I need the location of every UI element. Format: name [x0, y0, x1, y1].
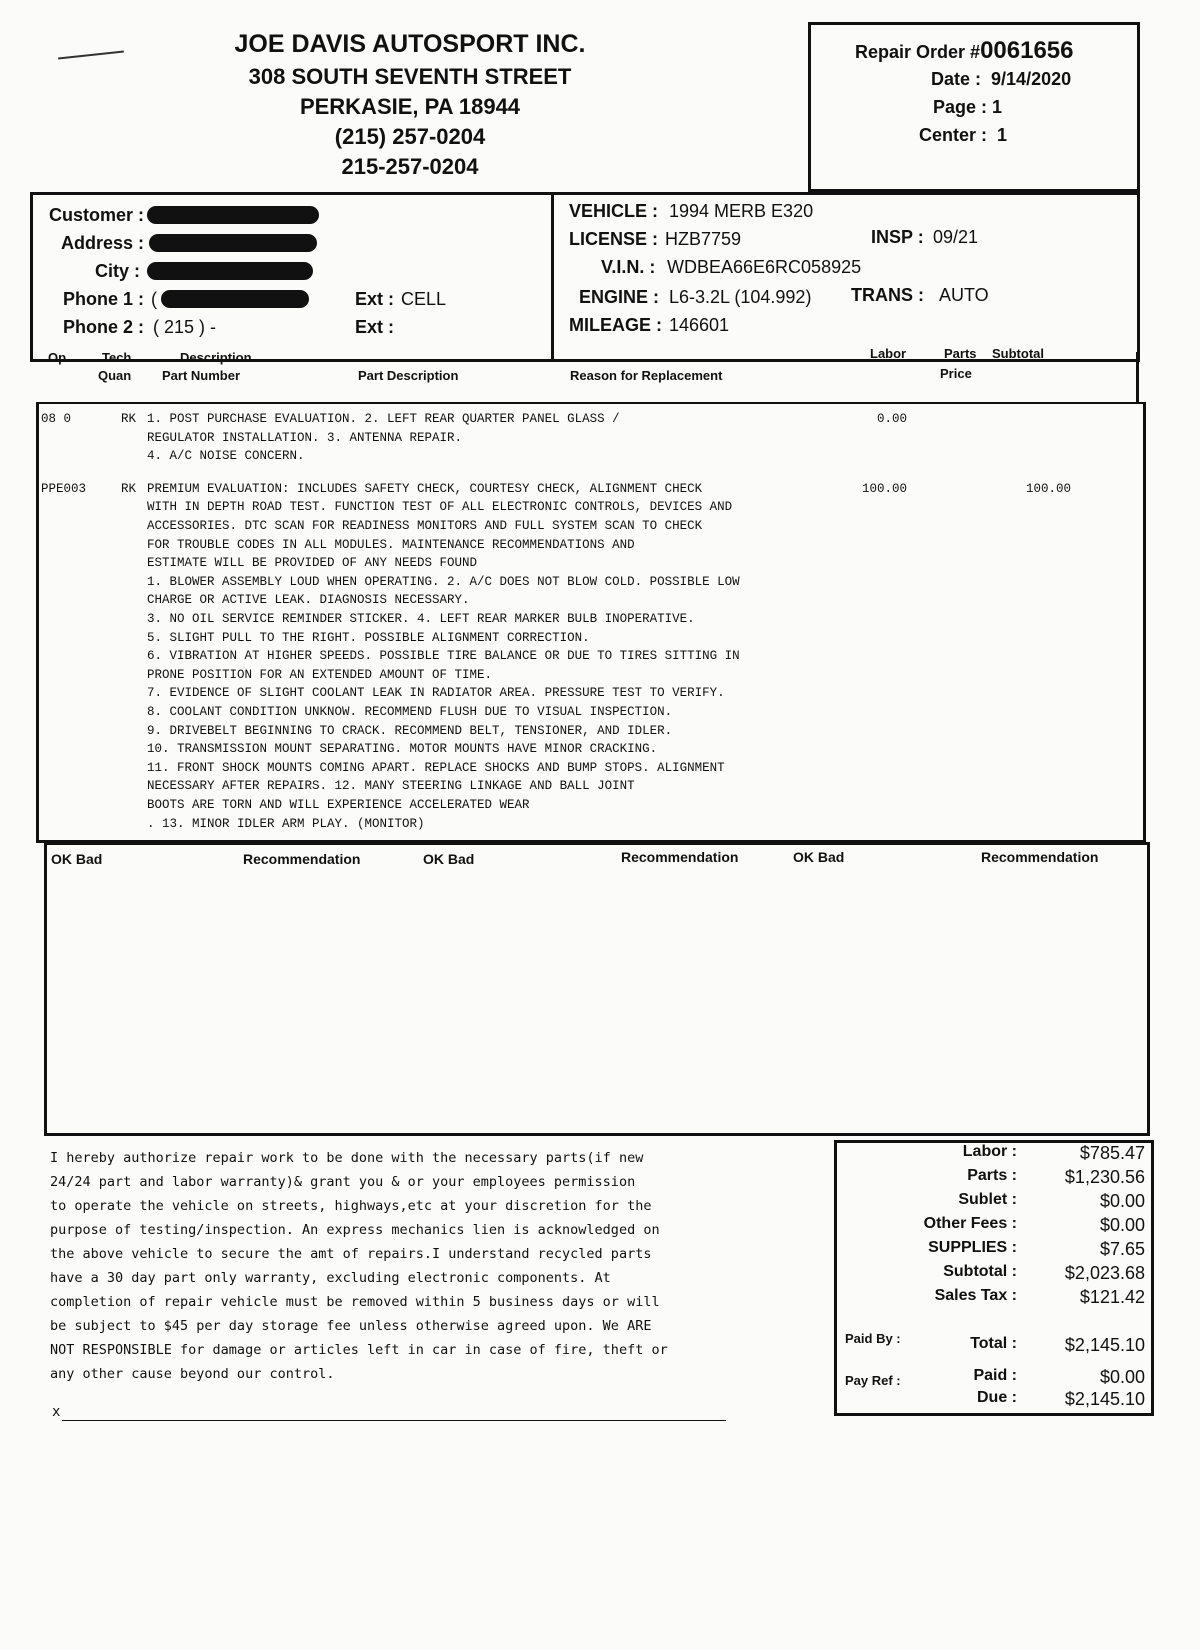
col-price: Price	[940, 366, 972, 381]
page-label: Page :	[933, 97, 988, 117]
col-reason: Reason for Replacement	[570, 368, 723, 383]
trans-label: TRANS :	[851, 285, 924, 305]
paid-by-label: Paid By :	[845, 1331, 901, 1346]
repair-order-number: 0061656	[980, 37, 1074, 64]
box-divider	[551, 195, 554, 359]
sales-tax-label: Sales Tax :	[934, 1287, 1017, 1304]
other-fees-label: Other Fees :	[923, 1215, 1017, 1232]
pay-ref-label: Pay Ref :	[845, 1373, 901, 1388]
line-description: 3. NO OIL SERVICE REMINDER STICKER. 4. LEFT REAR MARKER BULB INOPERATIVE.	[147, 612, 695, 626]
license-label: LICENSE :	[569, 229, 659, 249]
redacted-customer	[147, 206, 319, 224]
customer-vehicle-box	[30, 192, 1140, 362]
redacted-city	[147, 262, 313, 280]
date-label: Date :	[931, 69, 982, 89]
signature-line[interactable]	[62, 1420, 726, 1421]
col-tech: Tech	[102, 350, 132, 365]
labor-total-value: $785.47	[1079, 1143, 1145, 1163]
engine-label: ENGINE :	[579, 287, 660, 307]
authorization-line: purpose of testing/inspection. An express mechanics lien is acknowledged on	[50, 1222, 660, 1238]
line-description: FOR TROUBLE CODES IN ALL MODULES. MAINTENANCE RECOMMENDATIONS AND	[147, 537, 635, 552]
ext-1-label: Ext :	[355, 289, 395, 309]
paid-value: $0.00	[1099, 1367, 1145, 1387]
center-label: Center :	[919, 125, 988, 145]
phone-1-prefix: (	[151, 289, 157, 309]
line-tech: RK	[121, 412, 137, 426]
paid-label: Paid :	[973, 1367, 1017, 1384]
insp-ok-bad-1: OK Bad	[51, 851, 103, 867]
insp-rec-1: Recommendation	[243, 851, 361, 867]
subtotal-label: Subtotal :	[943, 1263, 1017, 1280]
insp-label: INSP :	[871, 227, 924, 247]
line-description: . 13. MINOR IDLER ARM PLAY. (MONITOR)	[147, 816, 425, 831]
line-description: 5. SLIGHT PULL TO THE RIGHT. POSSIBLE ALIGNMENT CORRECTION.	[147, 630, 590, 645]
col-labor: Labor	[870, 346, 907, 361]
line-description: 6. VIBRATION AT HIGHER SPEEDS. POSSIBLE TIRE BALANCE OR DUE TO TIRES SITTING IN	[147, 649, 740, 664]
shop-phone-2: 215-257-0204	[341, 154, 479, 179]
insp-rec-3: Recommendation	[981, 849, 1099, 865]
authorization-line: have a 30 day part only warranty, excluding electronic components. At	[50, 1270, 611, 1286]
ext-1-value: CELL	[401, 289, 447, 309]
redacted-phone-1	[161, 290, 309, 308]
col-op: Op	[48, 350, 67, 365]
other-fees-value: $0.00	[1099, 1215, 1145, 1235]
authorization-line: I hereby authorize repair work to be done with the necessary parts(if new	[50, 1150, 644, 1166]
line-description: 11. FRONT SHOCK MOUNTS COMING APART. REPLACE SHOCKS AND BUMP STOPS. ALIGNMENT	[147, 760, 725, 775]
line-description: 1. BLOWER ASSEMBLY LOUD WHEN OPERATING. 2. A/C DOES NOT BLOW COLD. POSSIBLE LOW	[147, 574, 740, 589]
repair-order-number-line	[855, 37, 1074, 65]
line-description: REGULATOR INSTALLATION. 3. ANTENNA REPAIR.	[147, 430, 463, 445]
totals-box	[834, 1140, 1154, 1416]
phone-2-label: Phone 2 :	[63, 317, 145, 337]
authorization-line: NOT RESPONSIBLE for damage or articles left in car in case of fire, theft or	[50, 1342, 668, 1358]
engine-value: L6-3.2L (104.992)	[669, 287, 812, 307]
line-description: PRONE POSITION FOR AN EXTENDED AMOUNT OF TIME.	[147, 667, 493, 682]
col-subtotal: Subtotal	[992, 346, 1044, 361]
col-quan: Quan	[98, 368, 132, 383]
col-parts: Parts	[944, 346, 977, 361]
line-description: NECESSARY AFTER REPAIRS. 12. MANY STEERING LINKAGE AND BALL JOINT	[147, 779, 635, 794]
trans-value: AUTO	[939, 285, 989, 305]
line-description: BOOTS ARE TORN AND WILL EXPERIENCE ACCELERATED WEAR	[147, 798, 530, 812]
phone-2-value: ( 215 ) -	[153, 317, 217, 337]
line-description: 8. COOLANT CONDITION UNKNOW. RECOMMEND FLUSH DUE TO VISUAL INSPECTION.	[147, 705, 673, 719]
date-value: 9/14/2020	[991, 69, 1072, 89]
repair-order-label: Repair Order #	[855, 42, 981, 62]
shop-street: 308 SOUTH SEVENTH STREET	[248, 64, 572, 89]
line-subtotal: 100.00	[1025, 481, 1071, 496]
insp-rec-2: Recommendation	[621, 849, 739, 865]
line-description: 9. DRIVEBELT BEGINNING TO CRACK. RECOMMEND BELT, TENSIONER, AND IDLER.	[147, 723, 673, 738]
line-description: 7. EVIDENCE OF SLIGHT COOLANT LEAK IN RADIATOR AREA. PRESSURE TEST TO VERIFY.	[147, 686, 725, 701]
supplies-value: $7.65	[1099, 1239, 1145, 1259]
col-description: Description	[180, 350, 252, 365]
line-description: 10. TRANSMISSION MOUNT SEPARATING. MOTOR MOUNTS HAVE MINOR CRACKING.	[147, 742, 658, 757]
address-label: Address :	[61, 233, 145, 253]
city-label: City :	[95, 261, 140, 281]
total-value: $2,145.10	[1064, 1335, 1145, 1355]
signature-prefix: x	[52, 1404, 61, 1420]
line-description: 4. A/C NOISE CONCERN.	[147, 449, 305, 464]
line-description: CHARGE OR ACTIVE LEAK. DIAGNOSIS NECESSARY.	[147, 593, 470, 608]
customer-label: Customer :	[49, 205, 145, 225]
repair-order-box	[808, 22, 1140, 192]
authorization-line: any other cause beyond our control.	[50, 1366, 335, 1382]
labor-total-label: Labor :	[962, 1143, 1017, 1160]
ext-2-label: Ext :	[355, 317, 395, 337]
line-description: 1. POST PURCHASE EVALUATION. 2. LEFT REAR QUARTER PANEL GLASS /	[147, 412, 620, 426]
date-line	[931, 69, 1071, 90]
subtotal-value: $2,023.68	[1064, 1263, 1145, 1283]
vin-label: V.I.N. :	[601, 257, 656, 277]
col-part-number: Part Number	[162, 368, 241, 383]
col-part-description: Part Description	[358, 368, 459, 383]
line-description: PREMIUM EVALUATION: INCLUDES SAFETY CHECK, COURTESY CHECK, ALIGNMENT CHECK	[147, 481, 703, 496]
page-line	[933, 97, 1002, 118]
supplies-label: SUPPLIES :	[928, 1239, 1017, 1256]
mileage-label: MILEAGE :	[569, 315, 662, 335]
shop-name: JOE DAVIS AUTOSPORT INC.	[234, 30, 586, 58]
authorization-line: 24/24 part and labor warranty)& grant you & or your employees permission	[50, 1174, 636, 1190]
authorization-text	[50, 1146, 790, 1386]
vin-value: WDBEA66E6RC058925	[667, 257, 862, 277]
phone-1-label: Phone 1 :	[63, 289, 145, 309]
line-description: WITH IN DEPTH ROAD TEST. FUNCTION TEST OF ALL ELECTRONIC CONTROLS, DEVICES AND	[147, 500, 733, 515]
insp-value: 09/21	[933, 227, 979, 247]
authorization-line: to operate the vehicle on streets, highways,etc at your discretion for the	[50, 1198, 652, 1214]
inspection-box	[44, 842, 1150, 1136]
shop-city: PERKASIE, PA 18944	[299, 94, 521, 119]
line-op: PPE003	[41, 481, 87, 496]
sublet-value: $0.00	[1099, 1191, 1145, 1211]
pen-mark	[58, 51, 124, 60]
parts-total-value: $1,230.56	[1064, 1167, 1145, 1187]
center-line	[919, 125, 1007, 146]
total-label: Total :	[970, 1335, 1017, 1352]
line-labor: 0.00	[876, 412, 907, 426]
sublet-label: Sublet :	[958, 1191, 1017, 1208]
due-label: Due :	[977, 1389, 1017, 1406]
mileage-value: 146601	[669, 315, 730, 335]
line-description: ACCESSORIES. DTC SCAN FOR READINESS MONITORS AND FULL SYSTEM SCAN TO CHECK	[147, 519, 703, 533]
column-header-border	[1136, 352, 1139, 404]
insp-ok-bad-2: OK Bad	[423, 851, 475, 867]
license-value: HZB7759	[665, 229, 742, 249]
authorization-line: completion of repair vehicle must be removed within 5 business days or will	[50, 1294, 660, 1310]
page-value: 1	[992, 97, 1003, 117]
vehicle-value: 1994 MERB E320	[669, 201, 814, 221]
sales-tax-value: $121.42	[1079, 1287, 1145, 1307]
authorization-line: be subject to $45 per day storage fee unless otherwise agreed upon. We ARE	[50, 1318, 652, 1334]
line-op: 08 0	[41, 412, 72, 426]
center-value: 1	[997, 125, 1008, 145]
due-value: $2,145.10	[1064, 1389, 1145, 1409]
authorization-line: the above vehicle to secure the amt of repairs.I understand recycled parts	[50, 1246, 652, 1262]
vehicle-label: VEHICLE :	[569, 201, 659, 221]
shop-phone-1: (215) 257-0204	[334, 124, 486, 149]
redacted-address	[149, 234, 317, 252]
line-items-box	[36, 402, 1146, 843]
parts-total-label: Parts :	[967, 1167, 1017, 1184]
insp-ok-bad-3: OK Bad	[793, 849, 845, 865]
line-tech: RK	[121, 481, 137, 496]
line-labor: 100.00	[861, 481, 907, 496]
line-description: ESTIMATE WILL BE PROVIDED OF ANY NEEDS FOUND	[147, 556, 478, 571]
